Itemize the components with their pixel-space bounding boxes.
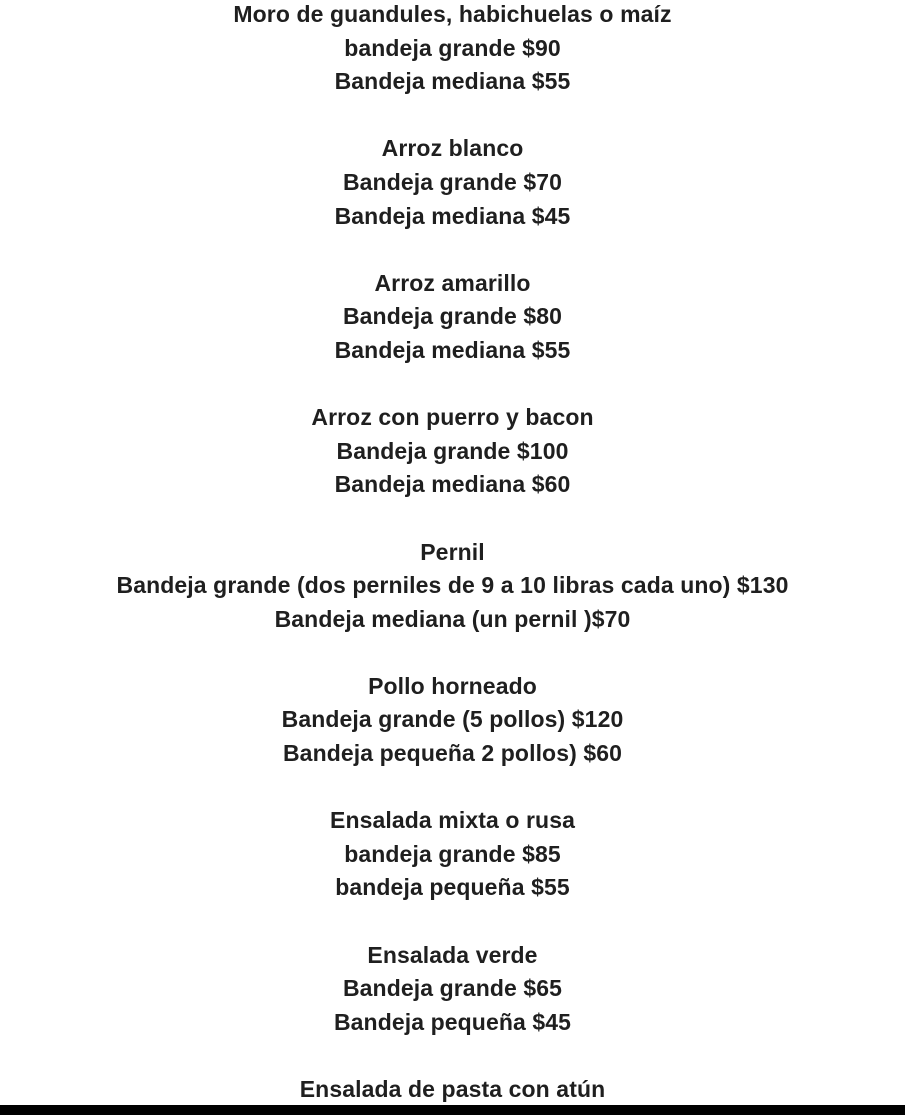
menu-section-arroz-amarillo — [0, 267, 905, 368]
menu-section-ensalada-verde — [0, 939, 905, 1040]
section-title: Ensalada verde — [367, 941, 538, 968]
section-title: Ensalada mixta o rusa — [330, 807, 575, 834]
price-line: Bandeja grande $70 — [342, 168, 563, 195]
menu-section-ensalada-mixta — [0, 804, 905, 905]
menu-section-pollo-horneado — [0, 670, 905, 771]
section-title: Arroz con puerro y bacon — [311, 404, 594, 431]
section-title: Pernil — [420, 538, 485, 565]
menu-section-ensalada-pasta — [0, 1073, 905, 1107]
price-line: Bandeja mediana $45 — [334, 202, 571, 229]
section-title: Arroz blanco — [381, 135, 524, 162]
price-line: bandeja grande $90 — [344, 34, 561, 61]
price-line: Bandeja mediana $60 — [334, 471, 571, 498]
price-line: Bandeja grande $65 — [342, 975, 563, 1002]
price-line: Bandeja mediana $55 — [334, 336, 571, 363]
price-line: Bandeja pequeña 2 pollos) $60 — [282, 740, 623, 767]
price-line: Bandeja grande (dos perniles de 9 a 10 libras cada uno) $130 — [116, 572, 789, 599]
section-title: Moro de guandules, habichuelas o maíz — [233, 1, 672, 27]
price-line: Bandeja pequeña $45 — [333, 1008, 572, 1035]
price-line: Bandeja grande $80 — [342, 303, 563, 330]
menu-section-arroz-puerro-bacon — [0, 401, 905, 502]
price-line: Bandeja mediana $55 — [334, 68, 571, 95]
price-line: Bandeja grande (5 pollos) $120 — [281, 706, 624, 733]
price-line: bandeja grande $85 — [344, 840, 561, 867]
section-title: Ensalada de pasta con atún — [299, 1076, 606, 1102]
section-title: Arroz amarillo — [374, 269, 531, 296]
price-line: Bandeja mediana (un pernil )$70 — [274, 605, 631, 632]
section-title: Pollo horneado — [368, 672, 537, 699]
price-line: bandeja pequeña $55 — [335, 874, 570, 901]
menu-section-pernil — [0, 536, 905, 637]
price-line: Bandeja grande $100 — [336, 437, 569, 464]
menu-section-arroz-blanco — [0, 132, 905, 233]
bottom-bar — [0, 1105, 905, 1115]
menu-section-moro — [0, 0, 905, 99]
